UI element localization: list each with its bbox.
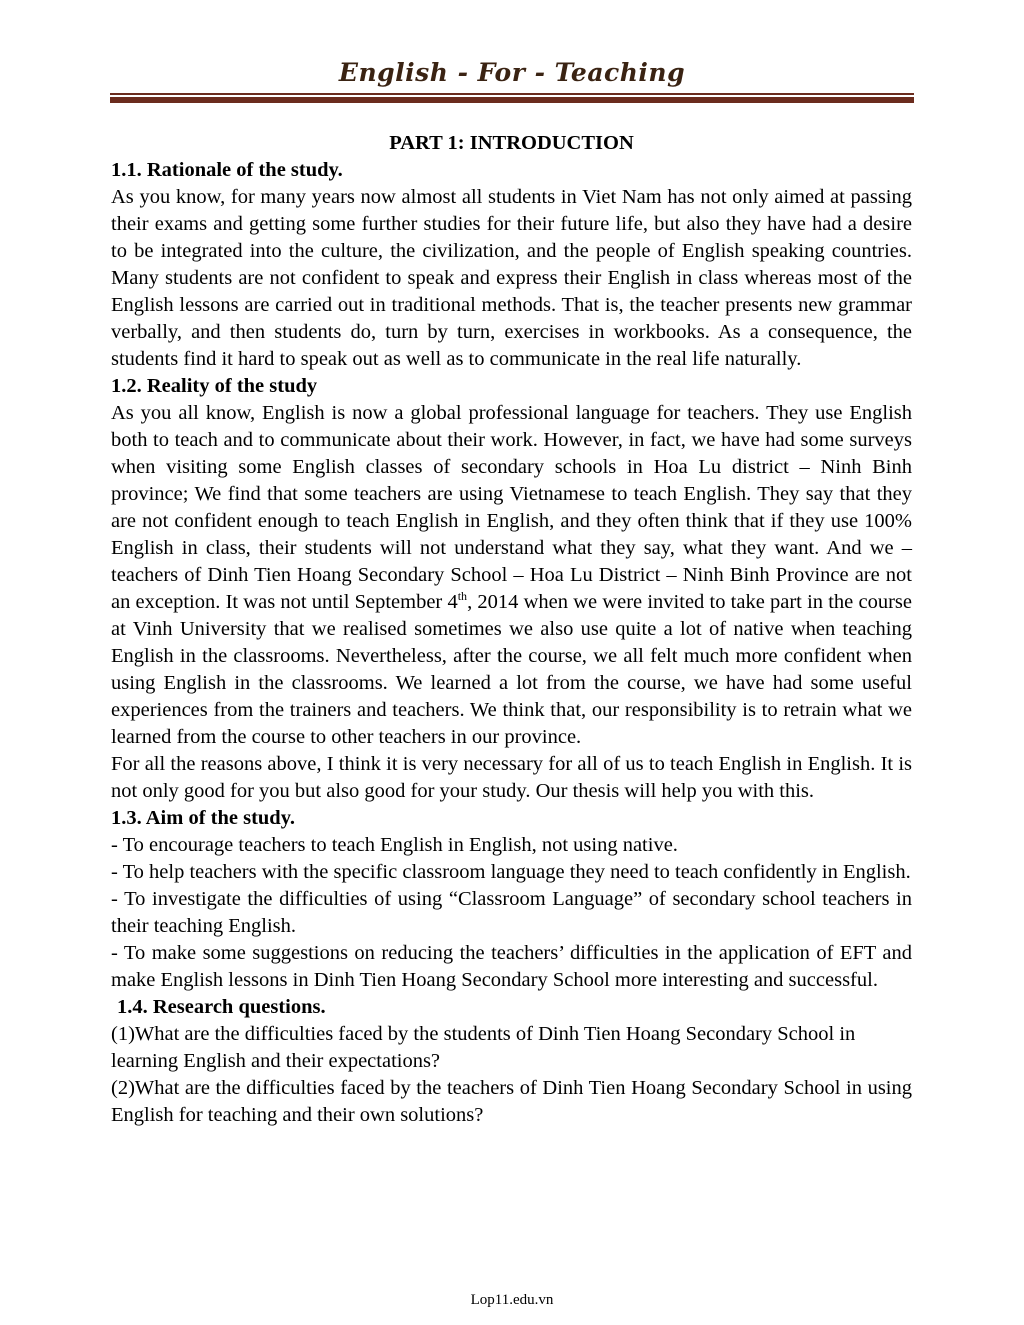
- section-heading-1-2: 1.2. Reality of the study: [111, 375, 318, 397]
- paragraph-reality-part-b: , 2014 when we were invited to take part in the course at Vinh University that we realised sometimes we also use quite a lot of native when teaching English in the classrooms. Nevertheless, after the course, we all felt much more confident when using English in the classrooms. We learned a lot from the course, we have had some useful experiences from the trainers and teachers. We think that, our responsibility is to retrain what we learned from the course to other teachers in our province.: [111, 591, 912, 748]
- section-heading-1-1: 1.1. Rationale of the study.: [111, 159, 343, 181]
- ordinal-suffix: th: [457, 589, 468, 604]
- page-footer-source: Lop11.edu.vn: [470, 1292, 554, 1308]
- paragraph-rationale: As you know, for many years now almost all students in Viet Nam has not only aimed at passing their exams and getting some further studies for their future life, but also they have had a desire to be integrated into the culture, the civilization, and the people of English speaking countries. Many students are not confident to speak and express their English in class whereas most of the English lessons are carried out in traditional methods. That is, the teacher presents new grammar verbally, and then students do, turn by turn, exercises in workbooks. As a consequence, the students find it hard to speak out as well as to communicate in the real life naturally.: [111, 186, 912, 370]
- header-rule-thin: [110, 93, 914, 95]
- running-header: English - For - Teaching: [338, 58, 686, 87]
- research-question-1: (1)What are the difficulties faced by the students of Dinh Tien Hoang Secondary School in learning English and their expectations?: [111, 1023, 856, 1072]
- paragraph-reality-part-a: As you all know, English is now a global professional language for teachers. They use English both to teach and to communicate about their work. However, in fact, we have had some surveys when visiting some English classes of secondary schools in Hoa Lu district – Ninh Binh province; We find that some teachers are using Vietnamese to teach English. They say that they are not confident enough to teach English in English, and they often think that if they use 100% English in class, their students will not understand what they say, what they want. And we – teachers of Dinh Tien Hoang Secondary School – Hoa Lu District – Ninh Binh Province are not an exception. It was not until September 4: [111, 402, 912, 613]
- aim-item-3: - To investigate the difficulties of using “Classroom Language” of secondary school teachers in their teaching English.: [111, 888, 912, 937]
- paragraph-conclusion: For all the reasons above, I think it is very necessary for all of us to teach English in English. It is not only good for you but also good for your study. Our thesis will help you with this.: [111, 753, 912, 802]
- part-heading: PART 1: INTRODUCTION: [389, 132, 634, 154]
- header-rule-thick: [110, 97, 914, 103]
- section-heading-1-3: 1.3. Aim of the study.: [111, 807, 295, 829]
- section-heading-1-4: 1.4. Research questions.: [117, 996, 326, 1018]
- paragraph-reality: [111, 400, 912, 751]
- aim-item-2: - To help teachers with the specific classroom language they need to teach confidently in English.: [111, 861, 911, 883]
- aim-item-4: - To make some suggestions on reducing the teachers’ difficulties in the application of EFT and make English lessons in Dinh Tien Hoang Secondary School more interesting and successful.: [111, 942, 912, 991]
- document-body: [111, 130, 912, 1129]
- research-question-2: (2)What are the difficulties faced by the teachers of Dinh Tien Hoang Secondary School in using English for teaching and their own solutions?: [111, 1077, 912, 1126]
- aim-item-1: - To encourage teachers to teach English in English, not using native.: [111, 834, 678, 856]
